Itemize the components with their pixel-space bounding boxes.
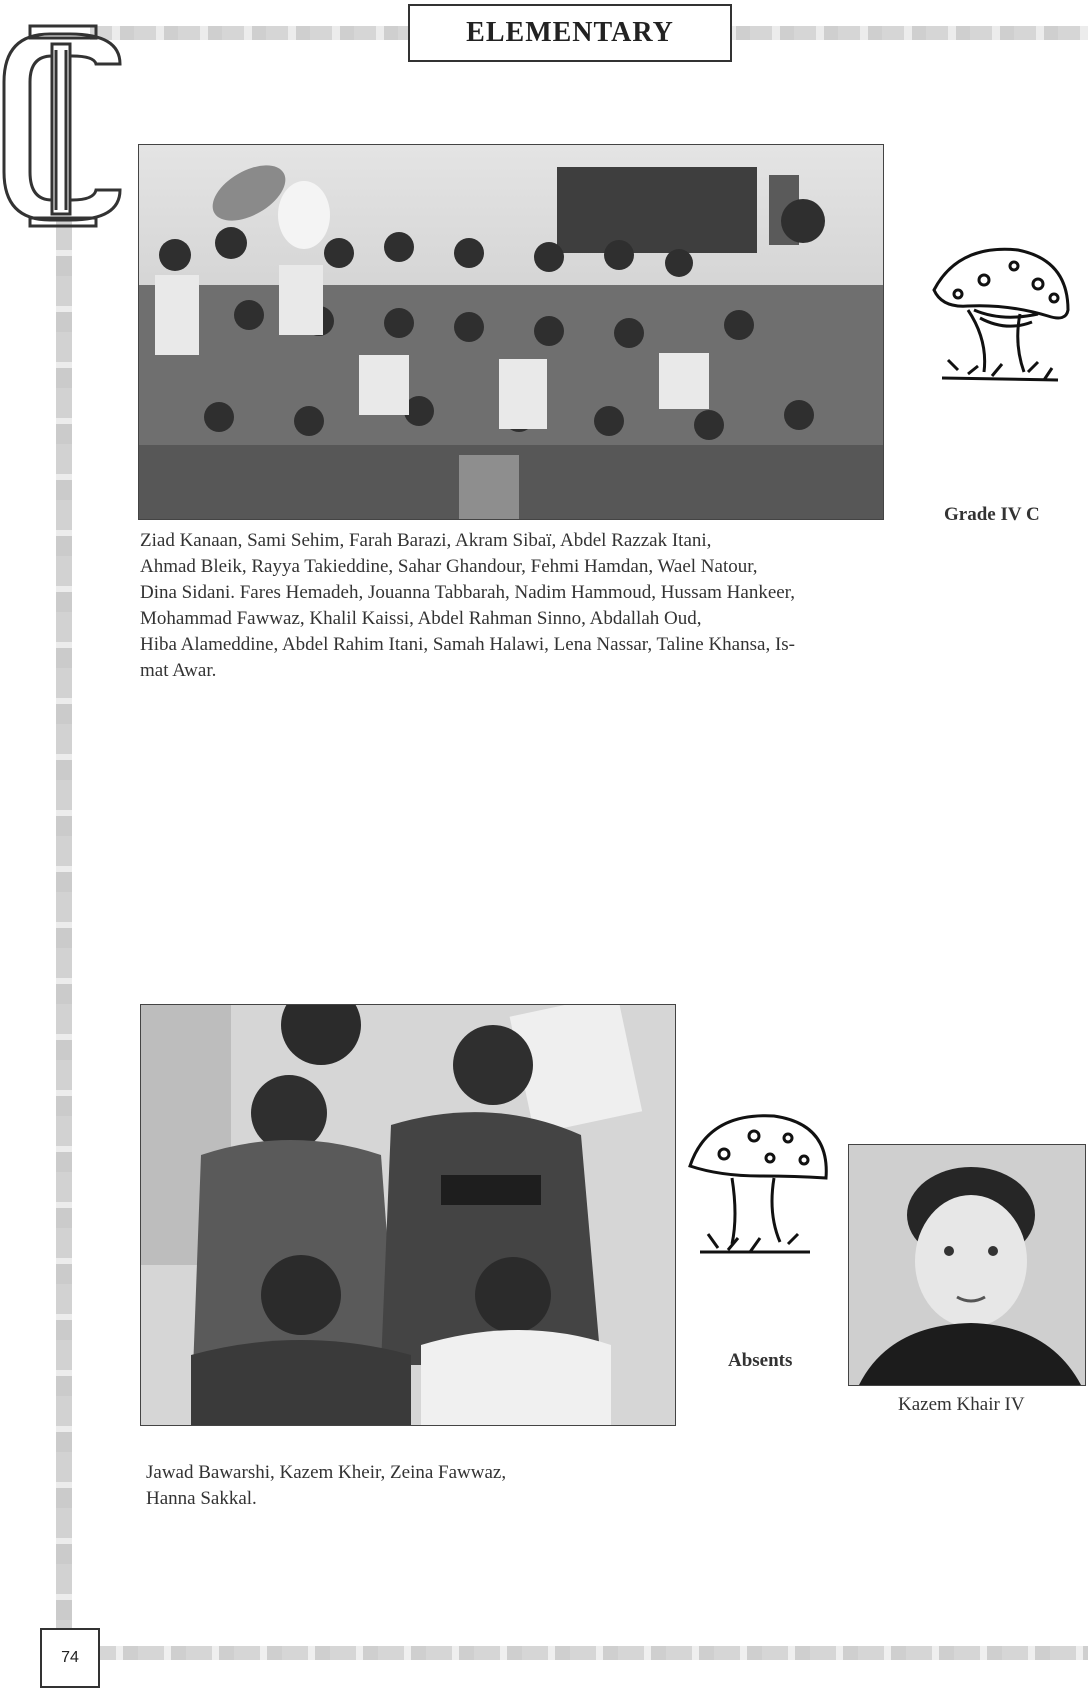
caption-line: mat Awar.	[140, 660, 217, 681]
caption-line: Hiba Alameddine, Abdel Rahim Itani, Samah Halawi, Lena Nassar, Taline Khansa, Is-	[140, 634, 795, 655]
grade-label: Grade IV C	[944, 504, 1040, 525]
class-photo-caption	[140, 528, 900, 684]
page-number: 74	[40, 1628, 100, 1688]
caption-line: Hanna Sakkal.	[146, 1488, 257, 1509]
bottom-decorative-band	[90, 1646, 1088, 1660]
mushroom-doodle-icon	[928, 240, 1078, 400]
school-logo-icon	[0, 22, 126, 228]
caption-line: Ziad Kanaan, Sami Sehim, Farah Barazi, Akram Sibaï, Abdel Razzak Itani,	[140, 530, 712, 551]
caption-line: Jawad Bawarshi, Kazem Kheir, Zeina Fawwaz,	[146, 1462, 507, 1483]
absents-group-caption	[146, 1460, 706, 1512]
absents-label: Absents	[728, 1350, 793, 1371]
portrait-photo	[848, 1144, 1086, 1386]
portrait-caption: Kazem Khair IV	[898, 1394, 1025, 1415]
class-photo	[138, 144, 884, 520]
left-decorative-rule	[56, 220, 72, 1660]
caption-line: Mohammad Fawwaz, Khalil Kaissi, Abdel Rahman Sinno, Abdallah Oud,	[140, 608, 702, 629]
caption-line: Dina Sidani. Fares Hemadeh, Jouanna Tabbarah, Nadim Hammoud, Hussam Hankeer,	[140, 582, 795, 603]
section-title: ELEMENTARY	[408, 4, 732, 62]
absents-group-photo	[140, 1004, 676, 1426]
caption-line: Ahmad Bleik, Rayya Takieddine, Sahar Ghandour, Fehmi Hamdan, Wael Natour,	[140, 556, 758, 577]
mushroom-doodle-icon	[684, 1106, 834, 1266]
